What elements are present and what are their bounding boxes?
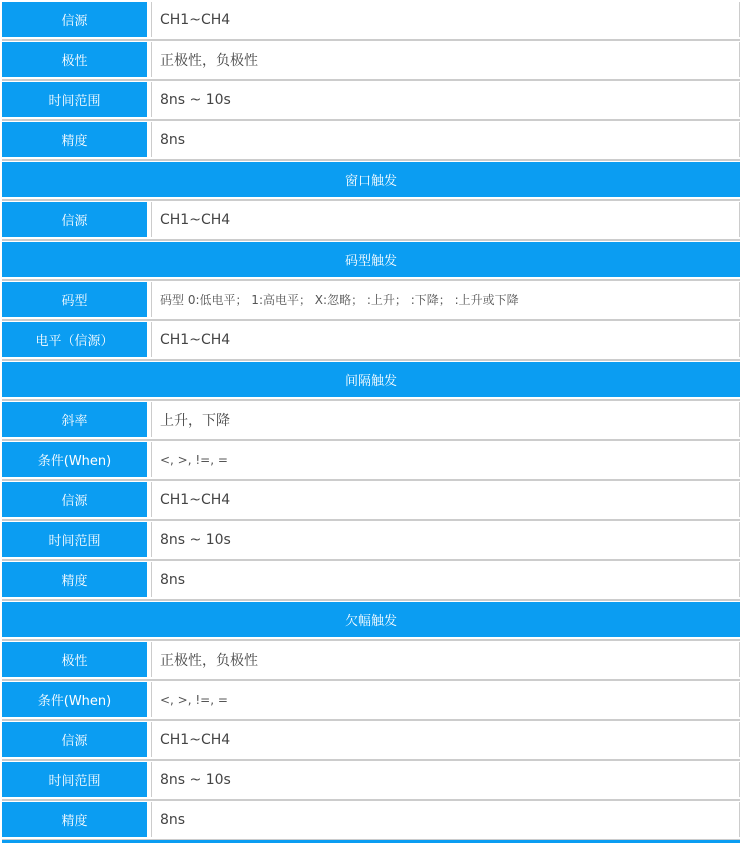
row-divider — [2, 597, 740, 602]
row-divider — [2, 677, 740, 682]
row-divider — [2, 37, 740, 42]
row-label: 精度 — [2, 562, 147, 597]
row-label: 条件(When) — [2, 442, 147, 477]
table-row — [2, 762, 740, 797]
row-divider — [2, 637, 740, 642]
row-divider — [2, 797, 740, 802]
row-label: 条件(When) — [2, 682, 147, 717]
row-value: 8ns ~ 10s — [151, 522, 740, 557]
row-value: CH1~CH4 — [151, 202, 740, 237]
row-label: 时间范围 — [2, 522, 147, 557]
row-value: <, >, !=, = — [151, 682, 740, 717]
row-divider — [2, 77, 740, 82]
table-row — [2, 722, 740, 757]
row-label: 时间范围 — [2, 762, 147, 797]
table-row — [2, 2, 740, 37]
row-divider — [2, 477, 740, 482]
row-divider — [2, 277, 740, 282]
row-value: <, >, !=, = — [151, 442, 740, 477]
row-divider — [2, 157, 740, 162]
row-label: 电平（信源） — [2, 322, 147, 357]
table-row — [2, 442, 740, 477]
table-row — [2, 82, 740, 117]
row-label: 信源 — [2, 2, 147, 37]
row-value: 码型 0:低电平； 1:高电平； X:忽略； :上升； :下降； :上升或下降 — [151, 282, 740, 317]
section-header-interval-trigger: 间隔触发 — [2, 362, 740, 397]
table-row — [2, 402, 740, 437]
row-value: 8ns ~ 10s — [151, 82, 740, 117]
row-value: 8ns — [151, 122, 740, 157]
table-row — [2, 802, 740, 837]
row-label: 信源 — [2, 482, 147, 517]
row-label: 斜率 — [2, 402, 147, 437]
row-value: 8ns ~ 10s — [151, 762, 740, 797]
row-value: CH1~CH4 — [151, 2, 740, 37]
section-header-pattern-trigger: 码型触发 — [2, 242, 740, 277]
row-value: 上升，下降 — [151, 402, 740, 437]
table-row — [2, 522, 740, 557]
table-row — [2, 482, 740, 517]
row-label: 信源 — [2, 202, 147, 237]
section-header-window-trigger: 窗口触发 — [2, 162, 740, 197]
row-divider — [2, 557, 740, 562]
row-divider — [2, 117, 740, 122]
row-divider — [2, 397, 740, 402]
row-divider — [2, 717, 740, 722]
row-divider — [2, 197, 740, 202]
row-label: 时间范围 — [2, 82, 147, 117]
row-divider — [2, 237, 740, 242]
row-label: 极性 — [2, 42, 147, 77]
row-divider — [2, 317, 740, 322]
row-divider — [2, 517, 740, 522]
section-header-runt-trigger: 欠幅触发 — [2, 602, 740, 637]
row-divider — [2, 357, 740, 362]
row-value: 8ns — [151, 562, 740, 597]
table-row — [2, 122, 740, 157]
row-label: 码型 — [2, 282, 147, 317]
row-value: 正极性，负极性 — [151, 42, 740, 77]
row-label: 精度 — [2, 122, 147, 157]
row-value: CH1~CH4 — [151, 482, 740, 517]
table-row — [2, 642, 740, 677]
row-label: 信源 — [2, 722, 147, 757]
row-value: 正极性，负极性 — [151, 642, 740, 677]
row-value: 8ns — [151, 802, 740, 837]
row-label: 极性 — [2, 642, 147, 677]
row-divider — [2, 437, 740, 442]
table-row — [2, 42, 740, 77]
table-row — [2, 202, 740, 237]
table-row — [2, 562, 740, 597]
table-row — [2, 282, 740, 317]
row-value: CH1~CH4 — [151, 722, 740, 757]
row-label: 精度 — [2, 802, 147, 837]
table-row — [2, 682, 740, 717]
table-row — [2, 322, 740, 357]
row-value: CH1~CH4 — [151, 322, 740, 357]
row-divider — [2, 757, 740, 762]
